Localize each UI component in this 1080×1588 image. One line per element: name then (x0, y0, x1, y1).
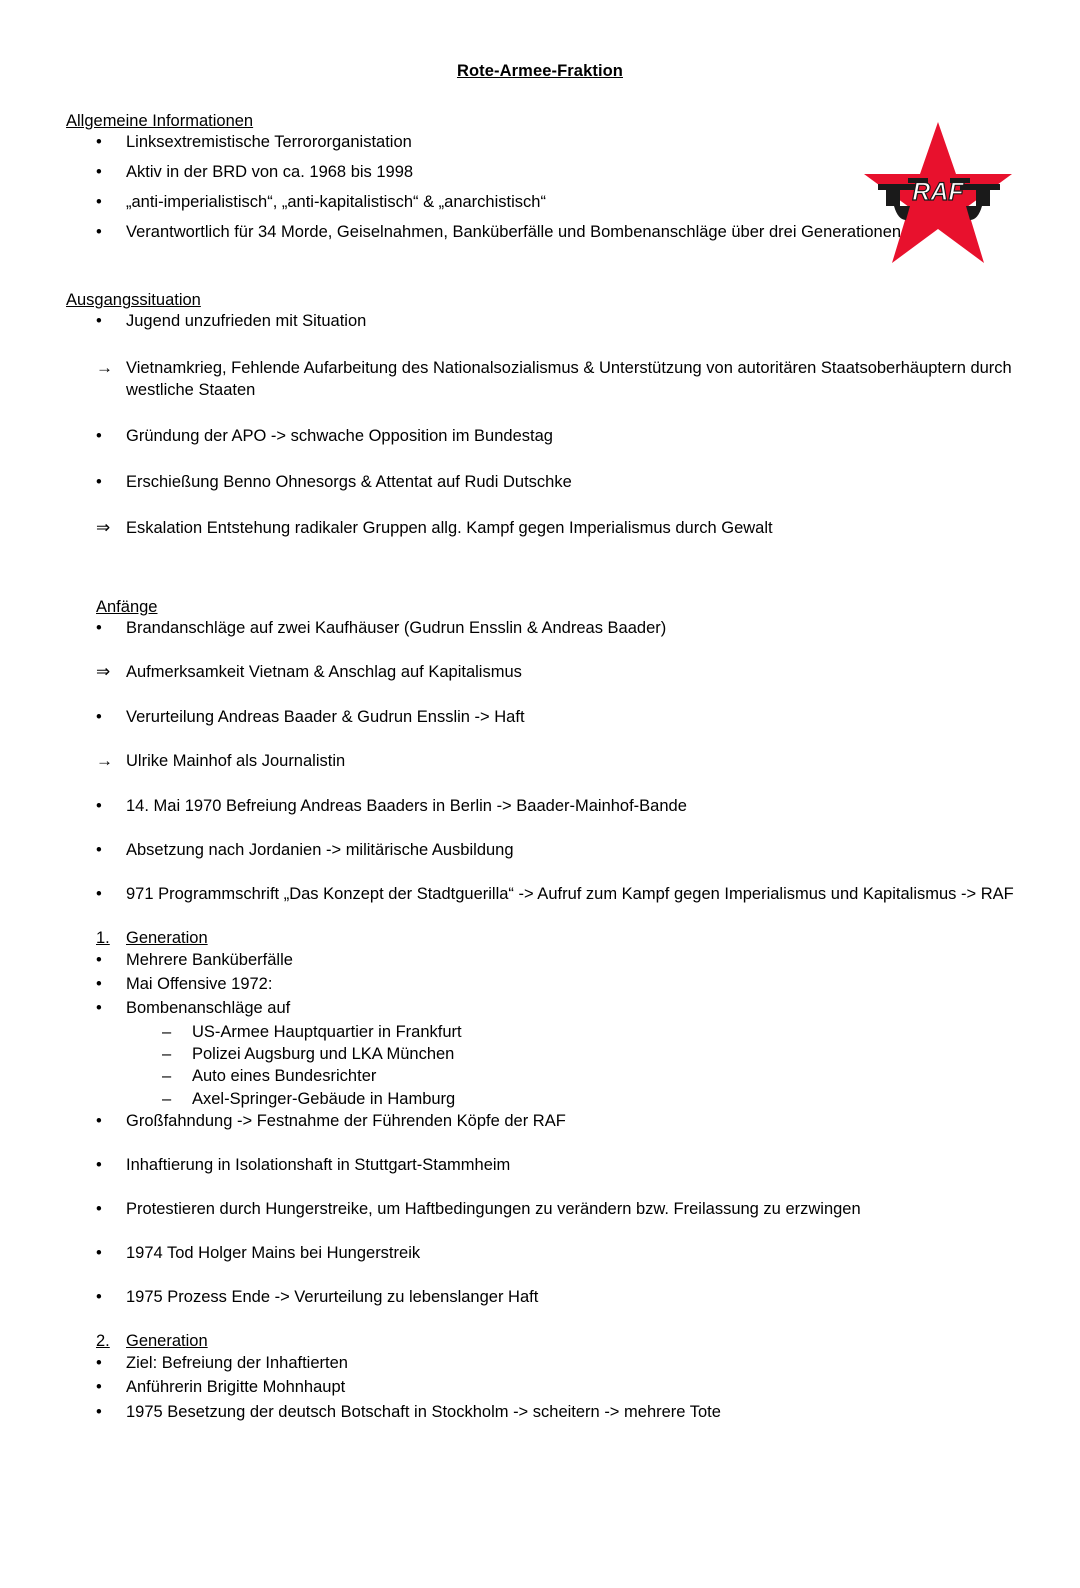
list-item-text: Linksextremistische Terrororganistation (126, 133, 412, 151)
generation-label: Generation (126, 1332, 208, 1351)
list-generation-2 (66, 1352, 1014, 1422)
list-item-text: US-Armee Hauptquartier in Frankfurt (192, 1023, 462, 1042)
double-arrow-marker-icon: ⇒ (96, 661, 111, 681)
dash-marker: – (162, 1067, 172, 1086)
list-item-text: Brandanschläge auf zwei Kaufhäuser (Gudrun Ensslin & Andreas Baader) (126, 618, 667, 637)
list-item-text: Ulrike Mainhof als Journalistin (126, 751, 346, 770)
list-item (66, 310, 1014, 332)
list-item-text: Vietnamkrieg, Fehlende Aufarbeitung des Nationalsozialismus & Unterstützung von autoritären Staatsoberhäuptern durch westliche Staaten (126, 358, 1012, 399)
bullet-marker: • (96, 133, 102, 151)
list-item-text: Aktiv in der BRD von ca. 1968 bis 1998 (126, 163, 414, 182)
bullet-marker: • (96, 193, 102, 212)
svg-text:RAF: RAF (912, 178, 964, 206)
section-heading-anfaenge: Anfänge (96, 597, 158, 616)
list-item-text: 14. Mai 1970 Befreiung Andreas Baaders in Berlin -> Baader-Mainhof-Bande (126, 796, 687, 815)
dash-marker: – (162, 1045, 172, 1064)
list-item (66, 839, 1014, 861)
list-item-text: Auto eines Bundesrichter (192, 1067, 377, 1086)
list-item (66, 1401, 1014, 1423)
bullet-marker: • (96, 1402, 102, 1421)
list-item (66, 795, 1014, 817)
list-item (66, 1286, 1014, 1308)
list-item (66, 750, 1014, 773)
list-item (66, 1110, 1014, 1132)
list-generation-1-top (66, 949, 1014, 1019)
list-generation-1-bottom (66, 1110, 1014, 1309)
arrow-marker-icon: → (96, 750, 113, 770)
list-item (66, 661, 1014, 684)
list-item (66, 357, 1014, 401)
page-title: Rote-Armee-Fraktion (456, 62, 623, 80)
list-item (66, 1154, 1014, 1176)
bullet-marker: • (96, 1288, 102, 1307)
list-item (66, 949, 1014, 971)
dash-marker: – (162, 1089, 172, 1108)
list-item-text: Axel-Springer-Gebäude in Hamburg (192, 1089, 456, 1108)
list-item-text: 1975 Prozess Ende -> Verurteilung zu lebenslanger Haft (126, 1288, 539, 1307)
list-item-text: Verurteilung Andreas Baader & Gudrun Ensslin -> Haft (126, 707, 525, 726)
list-item (66, 706, 1014, 728)
list-item (66, 1043, 1014, 1065)
list-item-text: Verantwortlich für 34 Morde, Geiselnahmen, Banküberfälle und Bombenanschläge über drei Generationen (126, 223, 902, 242)
list-item (66, 1088, 1014, 1110)
bullet-marker: • (96, 840, 102, 859)
list-ausgangssituation (66, 310, 1014, 539)
list-item-text: Ziel: Befreiung der Inhaftierten (126, 1354, 348, 1373)
bullet-marker: • (96, 426, 102, 445)
list-item-text: Anführerin Brigitte Mohnhaupt (126, 1378, 346, 1397)
bullet-marker: • (96, 999, 102, 1018)
list-item (66, 1065, 1014, 1087)
list-item-text: Großfahndung -> Festnahme der Führenden Köpfe der RAF (126, 1111, 566, 1130)
list-item (66, 617, 1014, 639)
list-item-text: Aufmerksamkeit Vietnam & Anschlag auf Kapitalismus (126, 662, 522, 681)
list-item-text: Bombenanschläge auf (126, 999, 291, 1018)
list-item (66, 1021, 1014, 1043)
list-item (66, 425, 1014, 447)
list-item (66, 883, 1014, 905)
bullet-marker: • (96, 1378, 102, 1397)
list-item (66, 997, 1014, 1019)
dash-marker: – (162, 1023, 172, 1042)
bullet-marker: • (96, 1354, 102, 1373)
bullet-marker: • (96, 884, 102, 903)
bullet-marker: • (96, 796, 102, 815)
list-item-text: Erschießung Benno Ohnesorgs & Attentat auf Rudi Dutschke (126, 472, 572, 491)
list-item-text: Mai Offensive 1972: (126, 975, 273, 994)
list-item (66, 471, 1014, 493)
bullet-marker: • (96, 1155, 102, 1174)
heading-generation-2 (66, 1330, 1014, 1352)
bullet-marker: • (96, 312, 102, 331)
list-item-text: Jugend unzufrieden mit Situation (126, 312, 367, 331)
list-bombenanschlaege-targets (66, 1021, 1014, 1109)
list-item (66, 1242, 1014, 1264)
bullet-marker: • (96, 223, 102, 242)
list-item (66, 1376, 1014, 1398)
list-item-text: Eskalation Entstehung radikaler Gruppen allg. Kampf gegen Imperialismus durch Gewalt (126, 518, 773, 537)
list-item-text: Protestieren durch Hungerstreike, um Haftbedingungen zu verändern bzw. Freilassung zu erzwingen (126, 1199, 861, 1218)
heading-generation-1 (66, 927, 1014, 949)
list-item-text: 971 Programmschrift „Das Konzept der Stadtguerilla“ -> Aufruf zum Kampf gegen Imperialismus und Kapitalismus -> RAF (126, 884, 1014, 903)
list-anfaenge (66, 617, 1014, 905)
list-item (66, 517, 1014, 540)
list-item (66, 973, 1014, 995)
bullet-marker: • (96, 1244, 102, 1263)
list-item-text: Absetzung nach Jordanien -> militärische Ausbildung (126, 840, 514, 859)
list-item-text: Gründung der APO -> schwache Opposition im Bundestag (126, 426, 553, 445)
bullet-marker: • (96, 707, 102, 726)
list-item (66, 1198, 1014, 1220)
bullet-marker: • (96, 1111, 102, 1130)
section-heading-allgemeine-informationen: Allgemeine Informationen (66, 112, 254, 130)
section-heading-ausgangssituation: Ausgangssituation (66, 291, 201, 310)
list-item (66, 1352, 1014, 1374)
list-item-text: „anti-imperialistisch“, „anti-kapitalistisch“ & „anarchistisch“ (126, 193, 546, 212)
generation-label: Generation (126, 928, 208, 947)
bullet-marker: • (96, 1199, 102, 1218)
list-item-text: Inhaftierung in Isolationshaft in Stuttgart-Stammheim (126, 1155, 511, 1174)
list-item-text: Polizei Augsburg und LKA München (192, 1045, 455, 1064)
bullet-marker: • (96, 472, 102, 491)
list-item-text: Mehrere Banküberfälle (126, 950, 293, 969)
list-item-text: 1974 Tod Holger Mains bei Hungerstreik (126, 1244, 421, 1263)
document-page (0, 62, 1080, 1588)
bullet-marker: • (96, 975, 102, 994)
bullet-marker: • (96, 163, 102, 182)
double-arrow-marker-icon: ⇒ (96, 517, 111, 537)
generation-number: 1. (96, 928, 110, 947)
bullet-marker: • (96, 950, 102, 969)
generation-number: 2. (96, 1332, 110, 1351)
list-item-text: 1975 Besetzung der deutsch Botschaft in Stockholm -> scheitern -> mehrere Tote (126, 1402, 721, 1421)
arrow-marker-icon: → (96, 357, 113, 377)
bullet-marker: • (96, 618, 102, 637)
raf-star-logo (864, 118, 1012, 268)
